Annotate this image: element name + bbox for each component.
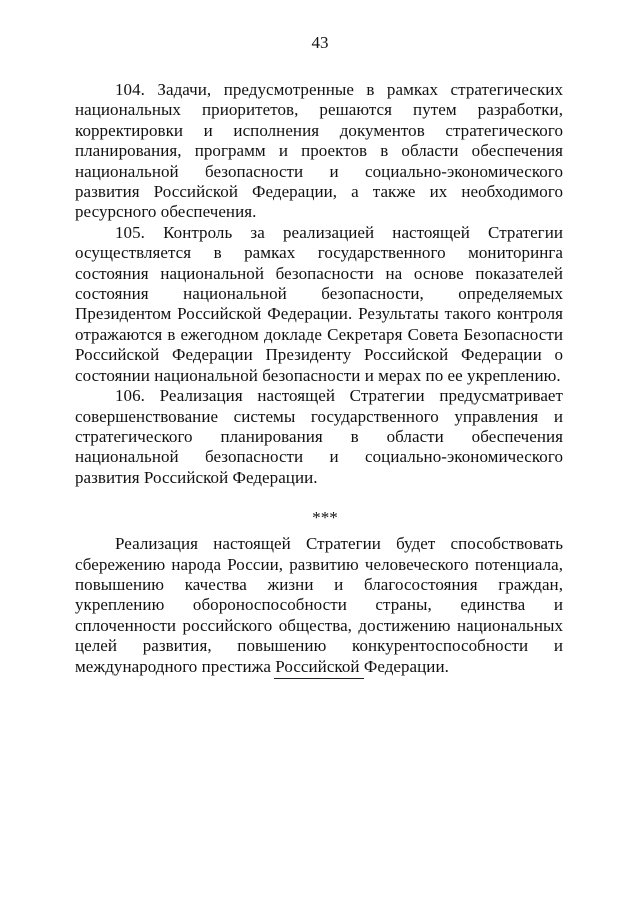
paragraph-106: 106. Реализация настоящей Стратегии предусматривает совершенствование системы государственного управления и стратегического планирования в области обеспечения национальной безопасности и социально-экономического развития Российской Федерации. — [75, 386, 563, 487]
closing-paragraph: Реализация настоящей Стратегии будет способствовать сбережению народа России, развитию человеческого потенциала, повышению качества жизни и благосостояния граждан, укреплению обороноспособности страны, единства и сплоченности российского общества, достижению национальных целей развития, повышению конкурентоспособности и международного престижа Российской Федерации. — [75, 534, 563, 676]
end-of-document-line — [274, 678, 364, 679]
section-separator: *** — [312, 508, 338, 528]
paragraph-105: 105. Контроль за реализацией настоящей Стратегии осуществляется в рамках государственного мониторинга состояния национальной безопасности на основе показателей состояния национальной безопасности, определяемых Президентом Российской Федерации. Результаты такого контроля отражаются в ежегодном докладе Секретаря Совета Безопасности Российской Федерации Президенту Российской Федерации о состоянии национальной безопасности и мерах по ее укреплению. — [75, 222, 563, 385]
page-number: 43 — [311, 33, 329, 52]
document-body — [75, 80, 563, 677]
paragraph-104: 104. Задачи, предусмотренные в рамках стратегических национальных приоритетов, решаются путем разработки, корректировки и исполнения документов стратегического планирования, программ и проектов в области обеспечения национальной безопасности и социально-экономического развития Российской Федерации, а также их необходимого ресурсного обеспечения. — [75, 80, 563, 222]
